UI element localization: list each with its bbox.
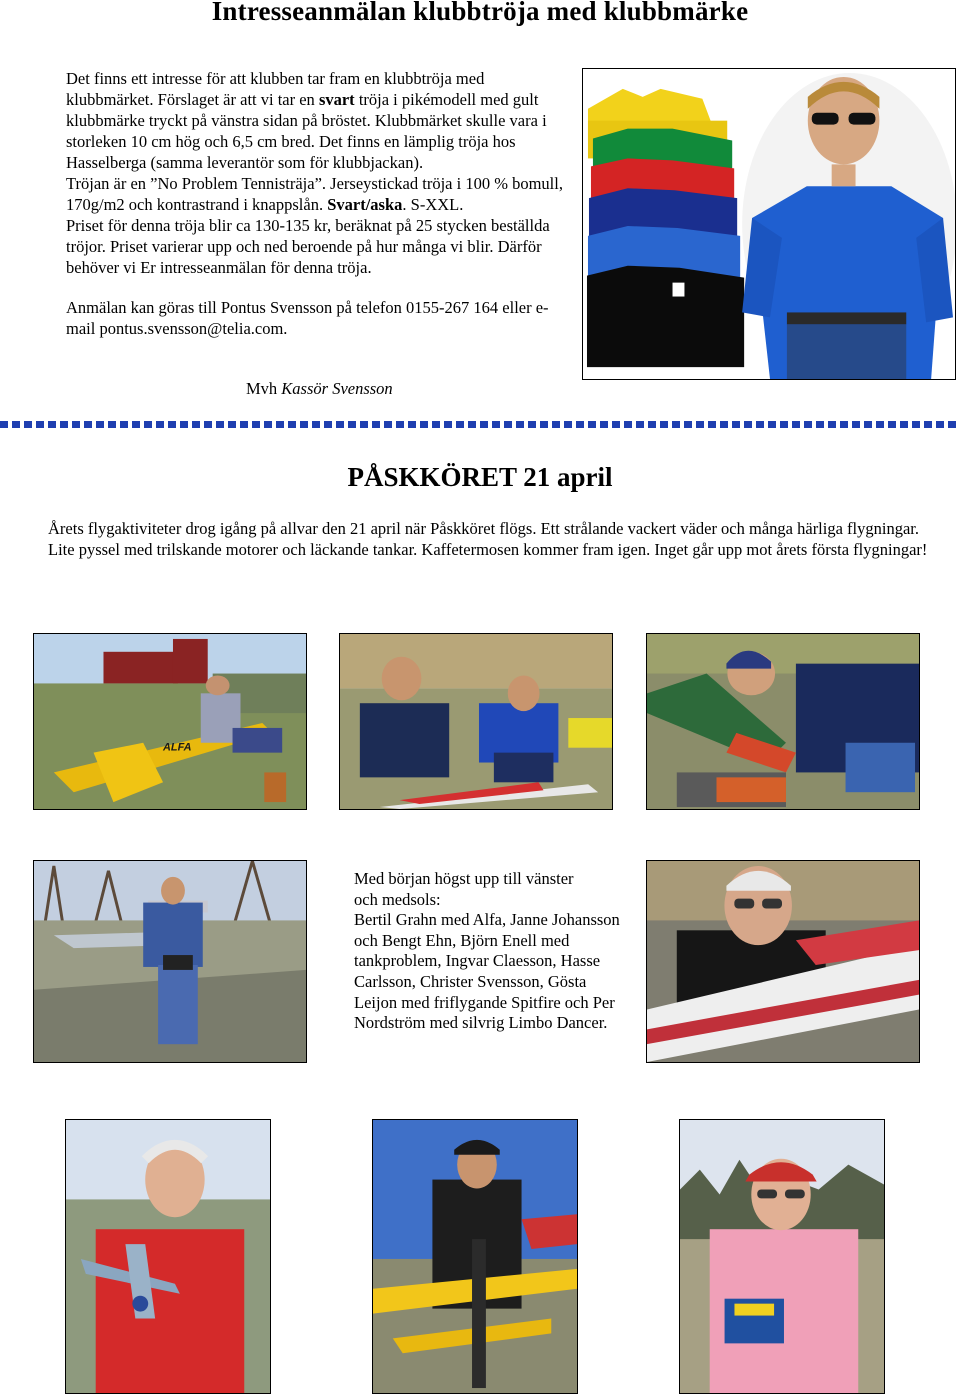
page-title: Intresseanmälan klubbtröja med klubbmärke: [211, 0, 749, 26]
event-intro: Årets flygaktiviteter drog igång på allvar den 21 april när Påskköret flögs. Ett strålande vackert väder och många härliga flygningar. Lite pyssel med trilskande motorer och läckande tankar. Kaffetermosen kommer fram igen. Inget går upp mot årets första flygningar!: [48, 519, 928, 559]
price-paragraph: Priset för denna tröja blir ca 130-135 kr, beräknat på 25 stycken beställda tröjor. Priset varierar upp och ned beroende på hur många vi blir. Därför behöver vi Er intresseanmälan för denna tröja.: [66, 216, 550, 277]
photo-alfa-plane: [33, 633, 307, 810]
shirt-photo: [582, 68, 956, 380]
contact-paragraph: Anmälan kan göras till Pontus Svensson på telefon 0155-267 164 eller e-mail pontus.svensson@telia.com.: [66, 298, 549, 338]
product-paragraph: Tröjan är en ”No Problem Tennisträja”. Jerseystickad tröja i 100 % bomull, 170g/m2 och kontrastrand i knappslån. Svart/aska. S-XXL.: [66, 174, 563, 214]
photo-bjorn-tank: [646, 633, 920, 810]
section-title: PÅSKKÖRET 21 april: [347, 462, 613, 492]
alfa-label: ALFA: [163, 741, 192, 754]
intro-paragraph: Det finns ett intresse för att klubben tar fram en klubbtröja med klubbmärket. Förslaget är att vi tar en svart tröja i pikémodell med gult klubbmärke tryckt på vänstra sidan på bröstet. Klubbmärket skulle vara i storleken 10 cm hög och 6,5 cm bred. Det finns en lämplig tröja hos Hasselberga (samma leverantör som för klubbjackan).: [66, 69, 547, 172]
photo-janne-bengt: [339, 633, 613, 810]
photo-caption: Med början högst upp till vänster och medsols: Bertil Grahn med Alfa, Janne Johansson och Bengt Ehn, Björn Enell med tankproblem, Ingvar Claesson, Hasse Carlsson, Christer Svensson, Gösta Leijon med friflygande Spitfire och Per Nordström med silvrig Limbo Dancer.: [354, 869, 620, 1033]
photo-ingvar: [33, 860, 307, 1063]
section-divider: [0, 421, 960, 428]
photo-hasse: [646, 860, 920, 1063]
signature: Mvh Kassör Svensson: [246, 379, 393, 398]
shirt-description: [66, 68, 566, 339]
photo-gosta: [372, 1119, 578, 1394]
photo-per: [679, 1119, 885, 1394]
photo-christer: [65, 1119, 271, 1394]
